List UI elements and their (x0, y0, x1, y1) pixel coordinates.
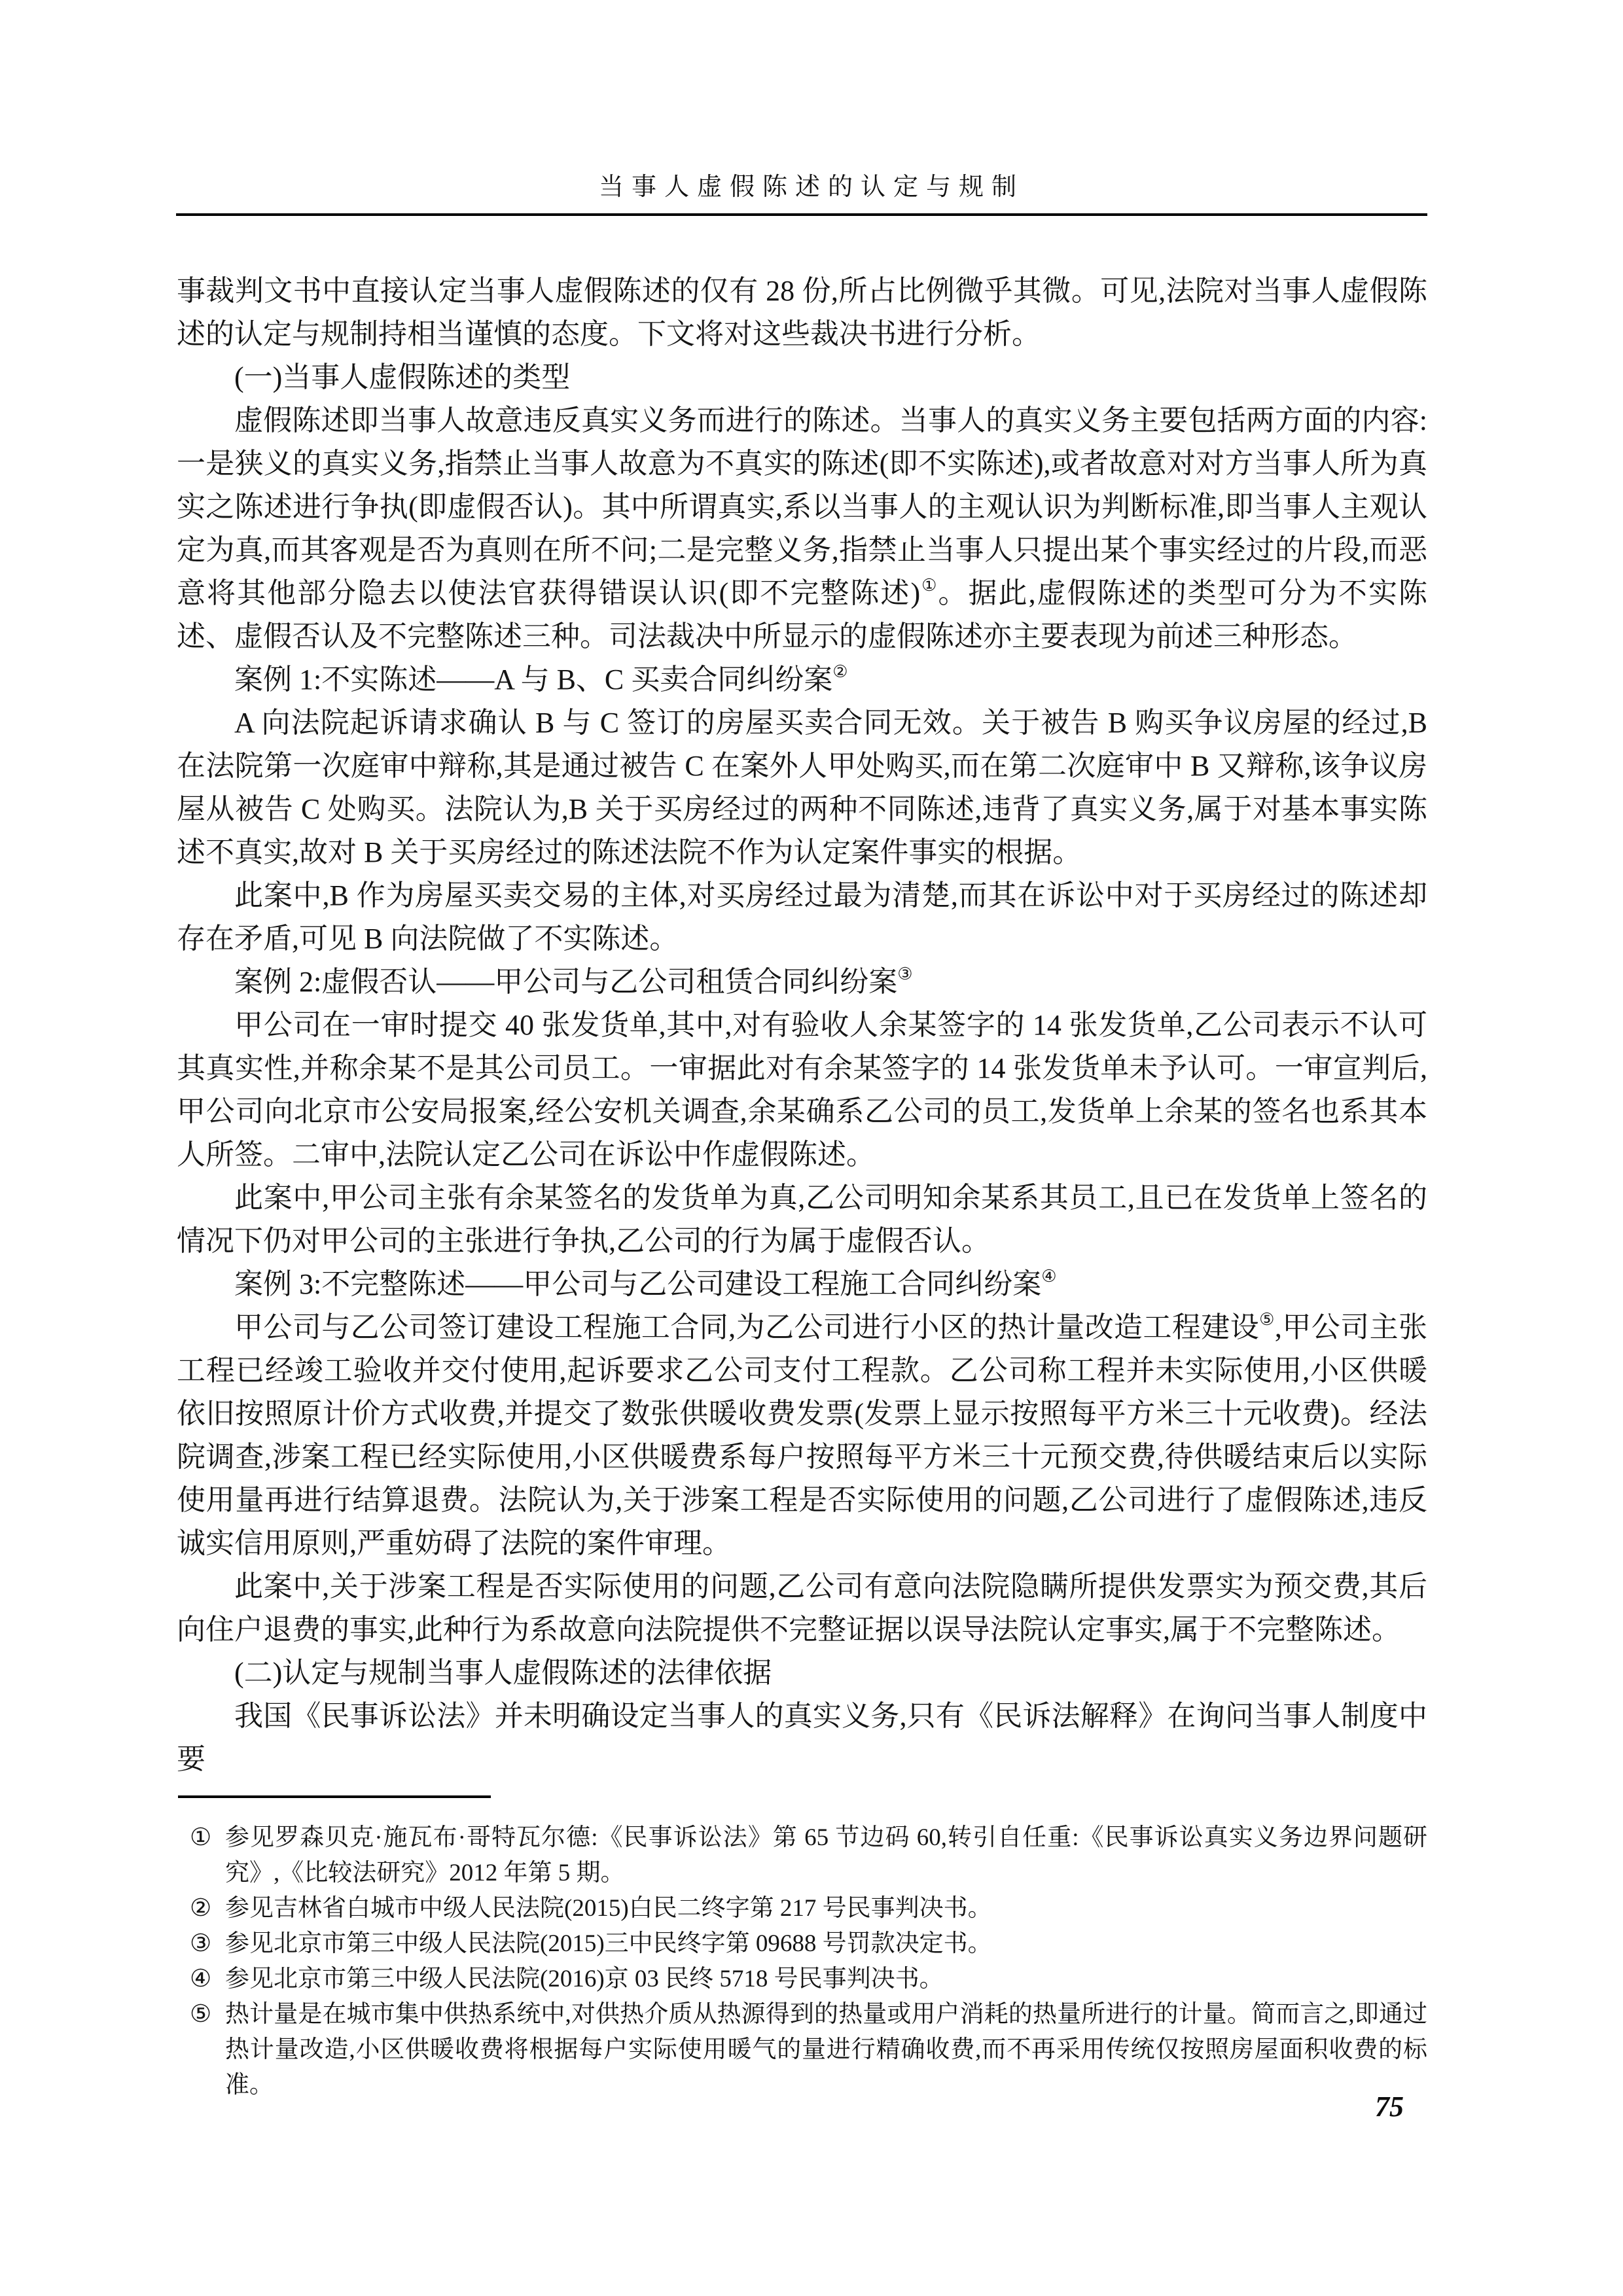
case-heading: 案例 2:虚假否认——甲公司与乙公司租赁合同纠纷案③ (234, 964, 913, 998)
case-heading: 案例 3:不完整陈述——甲公司与乙公司建设工程施工合同纠纷案④ (234, 1267, 1057, 1300)
footnote-marker: ⑤ (190, 2001, 212, 2028)
footnote-text: 参见北京市第三中级人民法院(2015)三中民终字第 09688 号罚款决定书。 (225, 1930, 992, 1957)
footnote-text: 参见罗森贝克·施瓦布·哥特瓦尔德:《民事诉讼法》第 65 节边码 60,转引自任重:《民事诉讼真实义务边界问题研究》,《比较法研究》2012 年第 5 期。 (225, 1824, 1427, 1886)
footnote (177, 1997, 1427, 2103)
footnote-text: 参见北京市第三中级人民法院(2016)京 03 民终 5718 号民事判决书。 (225, 1966, 944, 1992)
header-rule (176, 213, 1427, 216)
footnote-divider (178, 1795, 491, 1798)
running-head: 当事人虚假陈述的认定与规制 (598, 173, 1024, 201)
footnote-marker: ③ (190, 1930, 212, 1957)
footnote-ref: ② (832, 662, 848, 681)
footnotes-section (177, 1820, 1427, 2103)
footnote-marker: ② (190, 1895, 212, 1922)
footnote-marker: ① (190, 1824, 212, 1851)
paragraph: 甲公司与乙公司签订建设工程施工合同,为乙公司进行小区的热计量改造工程建设⑤,甲公司主张工程已经竣工验收并交付使用,起诉要求乙公司支付工程款。乙公司称工程并未实际使用,小区供暖依旧按照原计价方式收费,并提交了数张供暖收费发票(发票上显示按照每平方米三十元收费)。经法院调查,涉案工程已经实际使用,小区供暖费系每户按照每平方米三十元预交费,待供暖结束后以实际使用量再进行结算退费。法院认为,关于涉案工程是否实际使用的问题,乙公司进行了虚假陈述,违反诚实信用原则,严重妨碍了法院的案件审理。 (177, 1310, 1428, 1559)
paragraph: 甲公司在一审时提交 40 张发货单,其中,对有验收人余某签字的 14 张发货单,乙公司表示不认可其真实性,并称余某不是其公司员工。一审据此对有余某签字的 14 张发货单未予认可。一审宣判后,甲公司向北京市公安局报案,经公安机关调查,余某确系乙公司的员工,发货单上余某的签名也系其本人所签。二审中,法院认定乙公司在诉讼中作虚假陈述。 (177, 1009, 1427, 1171)
paragraph: A 向法院起诉请求确认 B 与 C 签订的房屋买卖合同无效。关于被告 B 购买争议房屋的经过,B 在法院第一次庭审中辩称,其是通过被告 C 在案外人甲处购买,而在第二次庭审中 B 又辩称,该争议房屋从被告 C 处购买。法院认为,B 关于买房经过的两种不同陈述,违背了真实义务,属于对基本事实陈述不真实,故对 B 关于买房经过的陈述法院不作为认定案件事实的根据。 (177, 707, 1427, 868)
footnote-ref: ③ (897, 964, 913, 983)
case-heading: 案例 1:不实陈述——A 与 B、C 买卖合同纠纷案② (234, 662, 848, 696)
paragraph: 此案中,甲公司主张有余某签名的发货单为真,乙公司明知余某系其员工,且已在发货单上签名的情况下仍对甲公司的主张进行争执,乙公司的行为属于虚假否认。 (177, 1182, 1427, 1257)
footnote-ref: ① (920, 576, 938, 595)
section-heading: (一)当事人虚假陈述的类型 (234, 361, 571, 393)
footnote-text: 热计量是在城市集中供热系统中,对供热介质从热源得到的热量或用户消耗的热量所进行的计量。简而言之,即通过热计量改造,小区供暖收费将根据每户实际使用暖气的量进行精确收费,而不再采用传统仅按照房屋面积收费的标准。 (225, 2001, 1427, 2098)
footnote-ref: ⑤ (1259, 1310, 1275, 1329)
paragraph: 此案中,关于涉案工程是否实际使用的问题,乙公司有意向法院隐瞒所提供发票实为预交费,其后向住户退费的事实,此种行为系故意向法院提供不完整证据以误导法院认定事实,属于不完整陈述。 (177, 1570, 1427, 1646)
footnote-ref: ④ (1041, 1267, 1057, 1286)
footnote-text: 参见吉林省白城市中级人民法院(2015)白民二终字第 217 号民事判决书。 (225, 1895, 992, 1922)
footnote-marker: ④ (190, 1966, 212, 1992)
continuation: 事裁判文书中直接认定当事人虚假陈述的仅有 28 份,所占比例微乎其微。可见,法院对当事人虚假陈述的认定与规制持相当谨慎的态度。下文将对这些裁决书进行分析。 (177, 275, 1427, 350)
paragraph: 虚假陈述即当事人故意违反真实义务而进行的陈述。当事人的真实义务主要包括两方面的内容:一是狭义的真实义务,指禁止当事人故意为不真实的陈述(即不实陈述),或者故意对对方当事人所为真实之陈述进行争执(即虚假否认)。其中所谓真实,系以当事人的主观认识为判断标准,即当事人主观认定为真,而其客观是否为真则在所不问;二是完整义务,指禁止当事人只提出某个事实经过的片段,而恶意将其他部分隐去以使法官获得错误认识(即不完整陈述)①。据此,虚假陈述的类型可分为不实陈述、虚假否认及不完整陈述三种。司法裁决中所显示的虚假陈述亦主要表现为前述三种形态。 (177, 404, 1427, 652)
paragraph: 此案中,B 作为房屋买卖交易的主体,对买房经过最为清楚,而其在诉讼中对于买房经过的陈述却存在矛盾,可见 B 向法院做了不实陈述。 (177, 879, 1427, 955)
article-body (177, 270, 1427, 1781)
footnote (177, 1891, 1427, 1926)
section-heading: (二)认定与规制当事人虚假陈述的法律依据 (234, 1657, 772, 1689)
paragraph: 我国《民事诉讼法》并未明确设定当事人的真实义务,只有《民诉法解释》在询问当事人制度中要 (177, 1700, 1427, 1775)
footnote (177, 1926, 1427, 1962)
footnote (177, 1962, 1427, 1997)
page-number: 75 (1375, 2091, 1404, 2123)
footnote (177, 1820, 1427, 1891)
